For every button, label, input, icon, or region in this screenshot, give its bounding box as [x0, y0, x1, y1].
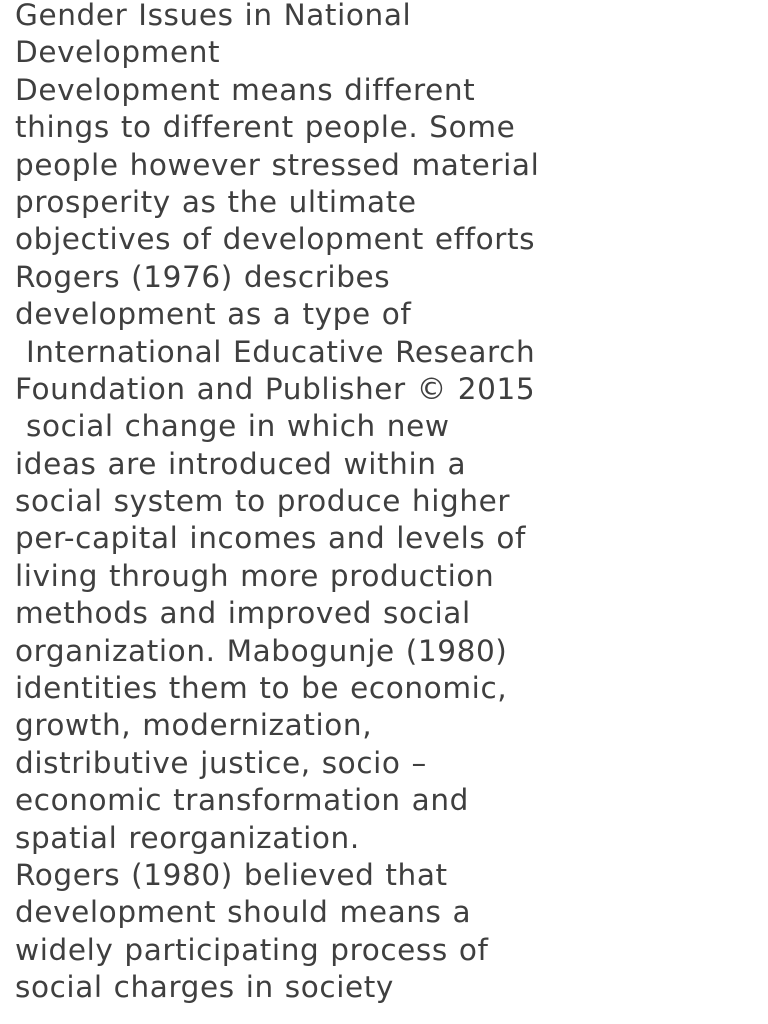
body-line: economic transformation and [15, 783, 469, 818]
body-line: social change in which new [15, 409, 450, 444]
body-line: social charges in society [15, 970, 394, 1005]
body-line: spatial reorganization. [15, 820, 360, 855]
body-line: organization. Mabogunje (1980) [15, 633, 508, 668]
body-line: distributive justice, socio – [15, 745, 427, 780]
body-line: things to different people. Some [15, 110, 516, 145]
body-line: social system to produce higher [15, 484, 511, 519]
body-line: development as a type of [15, 297, 412, 332]
body-line: prosperity as the ultimate [15, 184, 417, 219]
body-line: per-capital incomes and levels of [15, 521, 526, 556]
title-line-2: Development [15, 35, 221, 70]
body-line: development should means a [15, 895, 472, 930]
title-line-1: Gender Issues in National [15, 0, 412, 32]
body-line: objectives of development efforts [15, 222, 536, 257]
body-line: Rogers (1976) describes [15, 259, 391, 294]
body-line: widely participating process of [15, 932, 489, 967]
body-line: Development means different [15, 72, 476, 107]
body-line: growth, modernization, [15, 708, 373, 743]
body-line: Rogers (1980) believed that [15, 857, 448, 892]
document-body [15, 0, 760, 1007]
body-line: identities them to be economic, [15, 671, 508, 706]
body-line: people however stressed material [15, 147, 540, 182]
publisher-line: Foundation and Publisher © 2015 [15, 371, 536, 406]
body-line: ideas are introduced within a [15, 446, 467, 481]
body-line: methods and improved social [15, 596, 471, 631]
publisher-line: International Educative Research [15, 334, 536, 369]
body-line: living through more production [15, 558, 495, 593]
